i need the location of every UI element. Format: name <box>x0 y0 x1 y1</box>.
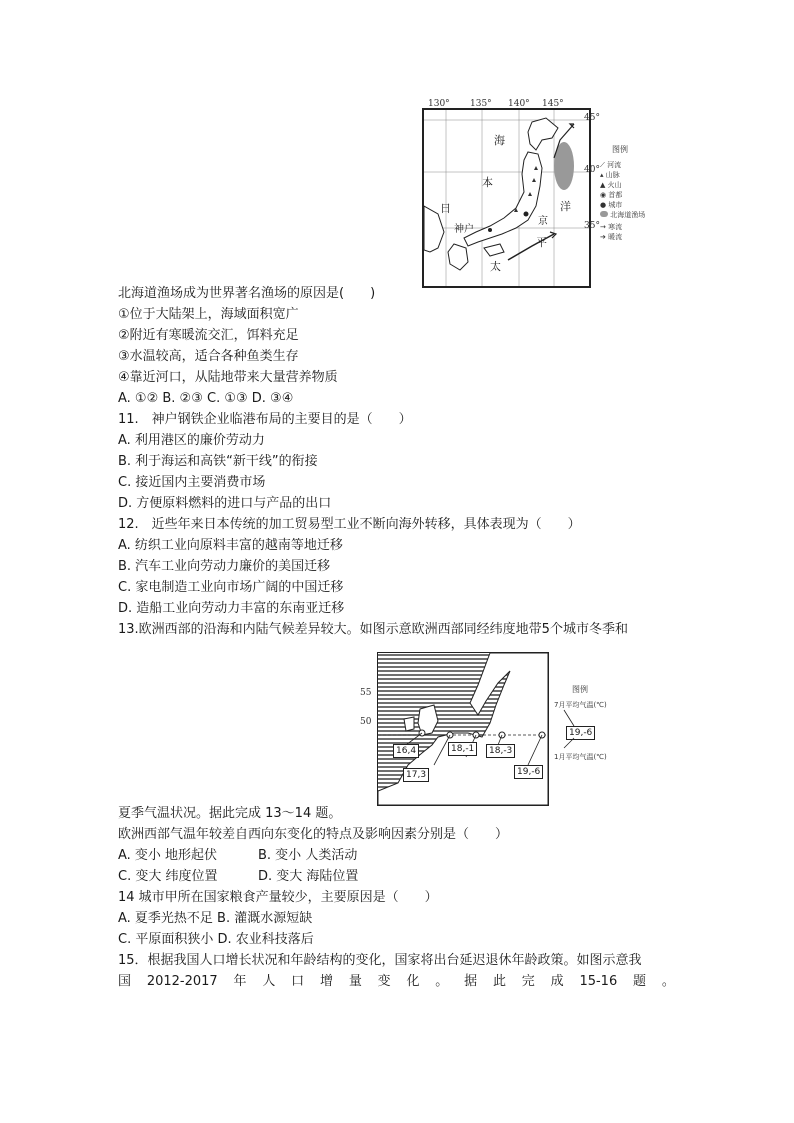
q13-option: C. 变大 纬度位置 <box>118 869 218 884</box>
q11-option: A. 利用港区的廉价劳动力 <box>118 433 265 448</box>
place-label: 日 <box>440 202 451 215</box>
q14-options: C. 平原面积狭小 D. 农业科技落后 <box>118 932 314 947</box>
word: 。 <box>661 974 675 989</box>
q13-option: B. 变小 人类活动 <box>258 848 358 863</box>
q10-option: ③水温较高，适合各种鱼类生存 <box>118 349 299 364</box>
legend-label: 火山 <box>607 181 622 189</box>
europe-map <box>377 652 549 806</box>
city-legend-item: ● 城市 <box>600 201 623 209</box>
q12-option: A. 纺织工业向原料丰富的越南等地迁移 <box>118 538 343 553</box>
q13-option: D. 变大 海陆位置 <box>258 869 359 884</box>
place-label: 海 <box>494 134 505 147</box>
july-legend-label: 7月平均气温(℃) <box>554 701 607 709</box>
place-label: 平 <box>536 236 547 249</box>
lon-tick: 130° <box>428 99 450 109</box>
place-label: 太 <box>490 260 501 273</box>
city-temp-label: 16,4 <box>393 744 419 758</box>
river-legend-item: ⟋ 河流 <box>600 161 622 169</box>
legend-connector <box>560 704 610 754</box>
place-label: 京 <box>538 216 548 227</box>
word: 成 <box>550 974 564 989</box>
q12-option: C. 家电制造工业向市场广阔的中国迁移 <box>118 580 344 595</box>
place-label: 本 <box>482 176 493 189</box>
legend-label: 首都 <box>608 191 623 199</box>
word: 变 <box>377 974 391 989</box>
q11-option: C. 接近国内主要消费市场 <box>118 475 266 490</box>
q12-stem: 12. 近些年来日本传统的加工贸易型工业不断向海外转移，具体表现为（ ） <box>118 517 581 532</box>
lat-tick: 45° <box>584 113 600 123</box>
q10-stem: 北海道渔场成为世界著名渔场的原因是( ) <box>118 286 376 301</box>
q11-option: D. 方便原料燃料的进口与产品的出口 <box>118 496 332 511</box>
q14-stem: 14 城市甲所在国家粮食产量较少，主要原因是（ ） <box>118 890 438 905</box>
city-temp-label: 18,-3 <box>486 744 515 758</box>
word: 完 <box>521 974 535 989</box>
q10-option: ①位于大陆架上，海域面积宽广 <box>118 307 299 322</box>
word: 化 <box>406 974 420 989</box>
word: 量 <box>348 974 362 989</box>
lat-tick: 55 <box>360 688 372 698</box>
warm-current-legend-item: ➔ 暖流 <box>600 233 623 241</box>
january-legend-label: 1月平均气温(℃) <box>554 753 607 761</box>
word: 人 <box>262 974 276 989</box>
word: 此 <box>492 974 506 989</box>
word: 15-16 <box>579 974 618 989</box>
q13-stem: 欧洲西部气温年较差自西向东变化的特点及影响因素分别是（ ） <box>118 827 509 842</box>
lon-tick: 140° <box>508 99 530 109</box>
fishing-ground-legend-item <box>600 210 645 220</box>
lat-tick: 50 <box>360 717 372 727</box>
q12-option: B. 汽车工业向劳动力廉价的美国迁移 <box>118 559 331 574</box>
lat-tick: 35° <box>584 221 600 231</box>
legend-label: 河流 <box>607 161 622 169</box>
word: 年 <box>233 974 247 989</box>
legend-label: 寒流 <box>608 223 623 231</box>
q12-option: D. 造船工业向劳动力丰富的东南亚迁移 <box>118 601 345 616</box>
place-label: 神户 <box>454 224 474 235</box>
q15-line2 <box>118 973 675 991</box>
q13-option: A. 变小 地形起伏 <box>118 848 218 863</box>
europe-map-drawing <box>378 653 548 805</box>
volcano-legend-item: ▲ 火山 <box>600 181 622 189</box>
q10-choices: A. ①② B. ②③ C. ①③ D. ③④ <box>118 391 294 406</box>
legend-label: 城市 <box>608 201 623 209</box>
legend-label: 暖流 <box>608 233 623 241</box>
city-temp-label: 19,-6 <box>514 765 543 779</box>
lon-tick: 145° <box>542 99 564 109</box>
word: 。 <box>435 974 449 989</box>
q14-options: A. 夏季光热不足 B. 灌溉水源短缺 <box>118 911 313 926</box>
lon-tick: 135° <box>470 99 492 109</box>
word: 口 <box>291 974 305 989</box>
city-temp-label: 18,-1 <box>448 742 477 756</box>
legend-label: 北海道渔场 <box>610 211 646 219</box>
legend-title: 图例 <box>572 685 588 694</box>
word: 2012-2017 <box>146 974 218 989</box>
q13-intro-continued: 夏季气温状况。据此完成 13～14 题。 <box>118 806 342 821</box>
legend-sample-box: 19,-6 <box>566 726 595 740</box>
legend-title: 图例 <box>612 145 628 154</box>
cold-current-legend-item: → 寒流 <box>600 223 623 231</box>
q10-option: ②附近有寒暖流交汇，饵料充足 <box>118 328 299 343</box>
word: 国 <box>118 974 132 989</box>
legend-label: 山脉 <box>605 171 620 179</box>
word: 增 <box>319 974 333 989</box>
lat-tick: 40° <box>584 165 600 175</box>
word: 题 <box>633 974 647 989</box>
place-label: 洋 <box>560 200 571 213</box>
capital-legend-item: ◉ 首都 <box>600 191 623 199</box>
city-temp-label: 17,3 <box>403 768 429 782</box>
q11-option: B. 利于海运和高铁“新干线”的衔接 <box>118 454 318 469</box>
q10-option: ④靠近河口，从陆地带来大量营养物质 <box>118 370 338 385</box>
word: 据 <box>464 974 478 989</box>
q15-line1: 15．根据我国人口增长状况和年龄结构的变化，国家将出台延迟退休年龄政策。如图示意我 <box>118 953 642 968</box>
q13-intro: 13.欧洲西部的沿海和内陆气候差异较大。如图示意欧洲西部同经纬度地带5个城市冬季和 <box>118 622 628 637</box>
q11-stem: 11. 神户钢铁企业临港布局的主要目的是（ ） <box>118 412 412 427</box>
mountain-legend-item: ▴ 山脉 <box>600 171 620 179</box>
